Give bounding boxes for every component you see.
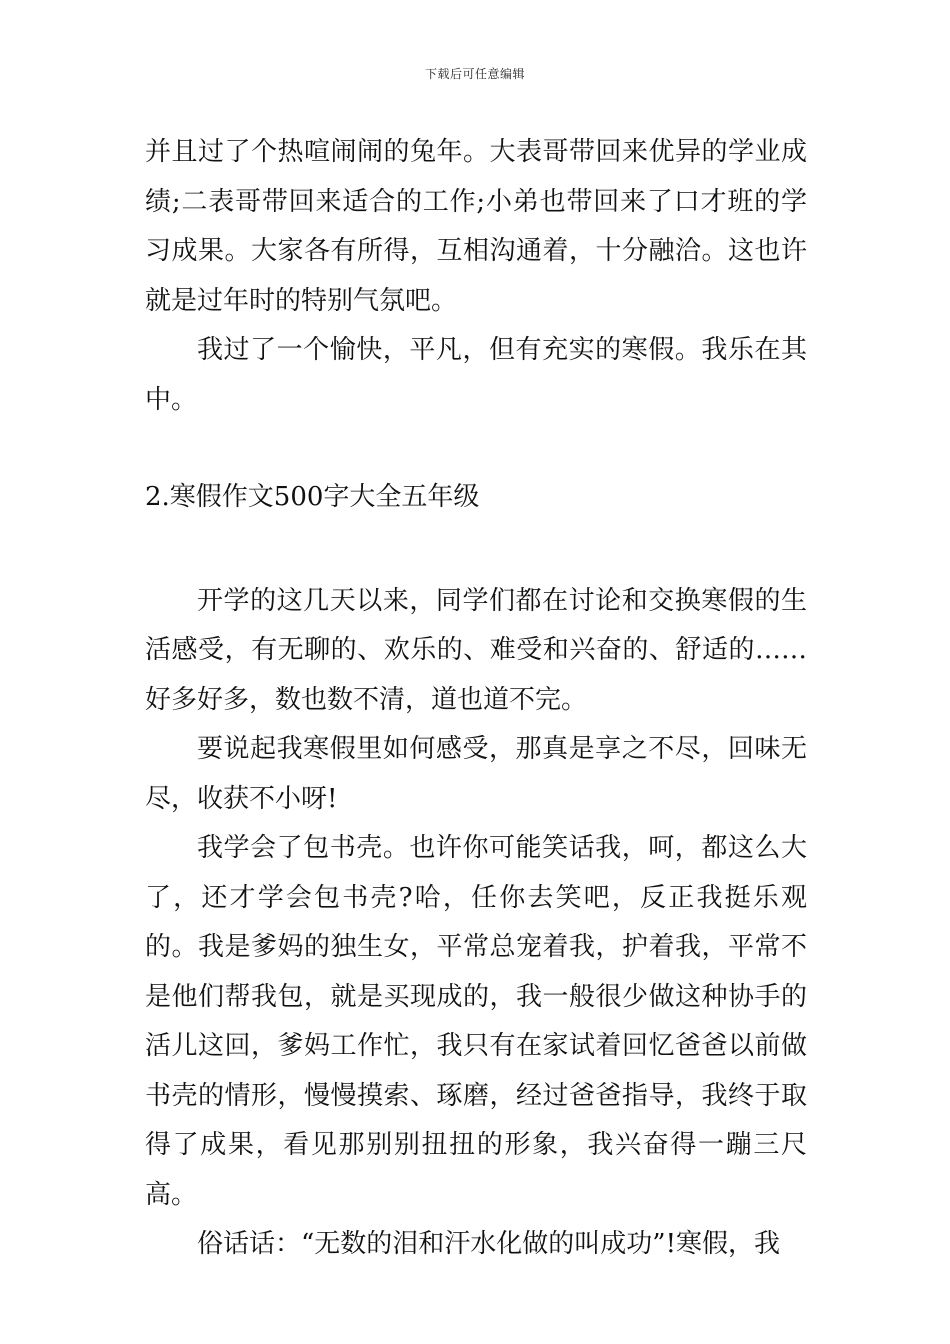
- paragraph: 要说起我寒假里如何感受，那真是享之不尽，回味无尽，收获不小呀!: [145, 734, 807, 814]
- paragraph: 俗话话：“无数的泪和汗水化做的叫成功”!寒假，我: [197, 1229, 781, 1259]
- paragraph: 我过了一个愉快，平凡，但有充实的寒假。我乐在其中。: [145, 335, 807, 415]
- paragraph: 并且过了个热喧闹闹的兔年。大表哥带回来优异的学业成绩;二表哥带回来适合的工作;小弟也带回来了口才班的学习成果。大家各有所得，互相沟通着，十分融洽。这也许就是过年时的特别气氛吧。: [145, 137, 807, 316]
- paragraph: 开学的这几天以来，同学们都在讨论和交换寒假的生活感受，有无聊的、欢乐的、难受和兴奋的、舒适的……好多好多，数也数不清，道也道不完。: [145, 585, 807, 715]
- paragraph: 我学会了包书壳。也许你可能笑话我，呵，都这么大了，还才学会包书壳?哈，任你去笑吧，反正我挺乐观的。我是爹妈的独生女，平常总宠着我，护着我，平常不是他们帮我包，就是买现成的，我一般很少做这种协手的活儿这回，爹妈工作忙，我只有在家试着回忆爸爸以前做书壳的情形，慢慢摸索、琢磨，经过爸爸指导，我终于取得了成果，看见那别别扭扭的形象，我兴奋得一蹦三尺高。: [145, 833, 807, 1210]
- document-body: [145, 128, 807, 1270]
- page-header: 下载后可任意编辑: [424, 67, 525, 81]
- section-heading: 2.寒假作文500字大全五年级: [145, 482, 480, 512]
